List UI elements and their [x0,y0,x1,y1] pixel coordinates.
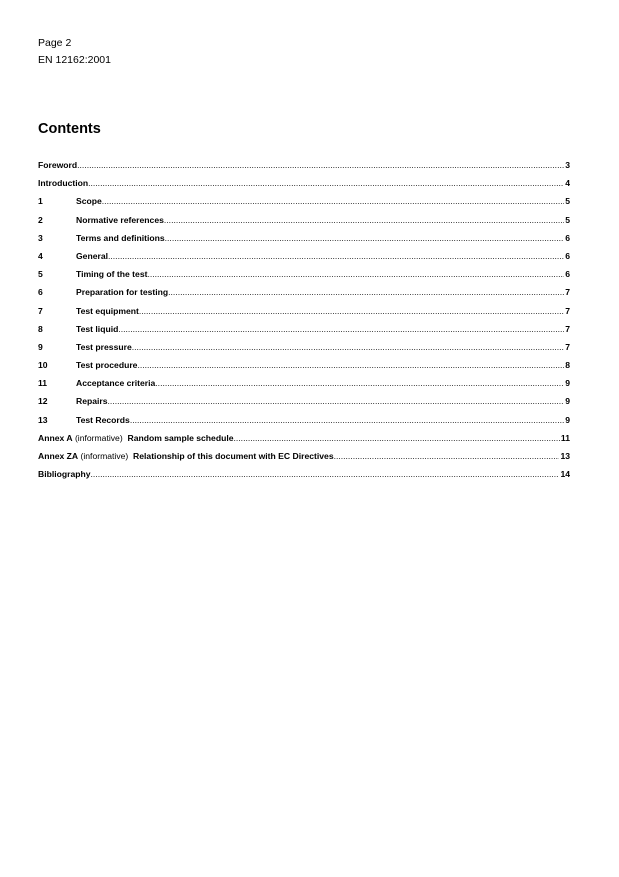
toc-entry-introduction[interactable] [38,178,570,196]
toc-entry-clause[interactable] [38,342,570,360]
toc-entry-page: 6 [565,232,570,243]
toc-entry-page: 13 [560,451,570,461]
toc-entry-label: Terms and definitions [76,232,165,243]
toc-leader-dots [88,178,564,188]
toc-clause-number: 1 [38,196,43,207]
toc-entry-label: Introduction [38,178,89,189]
toc-leader-dots [147,269,564,279]
toc-entry-page: 5 [565,214,570,225]
toc-entry-page: 8 [565,360,570,371]
toc-entry-clause[interactable] [38,396,570,414]
toc-clause-number: 13 [38,414,48,425]
toc-entry-clause[interactable] [38,287,570,305]
toc-leader-dots [102,196,564,206]
toc-entry-label: Test pressure [76,341,132,352]
toc-annex-note: (informative) [74,432,123,443]
toc-entry-page: 7 [565,323,570,334]
toc-leader-dots [234,433,560,443]
toc-entry-label: Test equipment [76,305,139,316]
toc-entry-label: Scope [76,196,102,207]
toc-leader-dots [334,451,560,461]
toc-clause-number: 10 [38,360,48,371]
toc-entry-label: Normative references [76,214,164,225]
document-id: EN 12162:2001 [38,54,111,66]
toc-leader-dots [168,287,564,297]
toc-leader-dots [108,396,565,406]
toc-entry-page: 11 [560,432,570,443]
toc-entry-clause[interactable] [38,415,570,433]
toc-entry-page: 14 [560,469,570,480]
toc-entry-page: 7 [565,341,570,352]
toc-entry-clause[interactable] [38,378,570,396]
toc-entry-label: Preparation for testing [76,287,169,298]
toc-entry-clause[interactable] [38,233,570,251]
toc-entry-page: 5 [565,196,570,207]
toc-entry-clause[interactable] [38,251,570,269]
toc-entry-clause[interactable] [38,324,570,342]
toc-clause-number: 11 [38,378,48,389]
toc-leader-dots [139,306,564,316]
toc-entry-foreword[interactable] [38,160,570,178]
toc-entry-page: 9 [565,414,570,425]
toc-entry-label: Relationship of this document with EC Directives [133,451,334,461]
toc-entry-clause[interactable] [38,306,570,324]
toc-entry-page: 9 [565,396,570,407]
toc-entry-label: Timing of the test [76,269,148,280]
toc-entry-label: Random sample schedule [127,432,234,443]
toc-entry-label: Repairs [76,396,108,407]
toc-leader-dots [164,215,564,225]
toc-entry-label: Test Records [76,414,130,425]
toc-leader-dots [132,342,564,352]
toc-entry-label: Bibliography [38,469,91,480]
toc-entry-bibliography[interactable] [38,469,570,487]
toc-entry-page: 6 [565,250,570,261]
toc-leader-dots [130,415,564,425]
toc-leader-dots [155,378,564,388]
toc-annex-prefix: Annex A [38,432,73,443]
toc-clause-number: 12 [38,396,48,407]
toc-entry-page: 7 [565,287,570,298]
toc-entry-label: Test procedure [76,360,138,371]
toc-entry-page: 6 [565,269,570,280]
page-title: Contents [38,121,101,137]
toc-clause-number: 3 [38,232,43,243]
toc-clause-number: 5 [38,269,43,280]
toc-annex-prefix: Annex ZA [38,451,79,461]
toc-entry-label: Foreword [38,160,78,170]
toc-entry-clause[interactable] [38,215,570,233]
toc-entry-clause[interactable] [38,360,570,378]
toc-entry-label: Test liquid [76,323,119,334]
toc-clause-number: 2 [38,214,43,225]
toc-clause-number: 8 [38,323,43,334]
toc-clause-number: 7 [38,305,43,316]
toc-entry-page: 4 [565,178,570,189]
toc-entry-label: General [76,250,109,261]
toc-entry-page: 7 [565,305,570,316]
toc-entry-page: 3 [565,160,570,170]
toc-entry-label: Acceptance criteria [76,378,156,389]
table-of-contents [38,160,570,487]
toc-leader-dots [91,469,560,479]
toc-entry-page: 9 [565,378,570,389]
toc-leader-dots [77,160,564,170]
page-header [38,35,111,69]
toc-clause-number: 9 [38,341,43,352]
toc-entry-annex-a[interactable] [38,433,570,451]
toc-entry-clause[interactable] [38,269,570,287]
toc-annex-note: (informative) [80,451,129,461]
toc-leader-dots [108,251,564,261]
toc-entry-clause[interactable] [38,196,570,214]
toc-leader-dots [165,233,565,243]
toc-leader-dots [118,324,564,334]
toc-entry-annex-za[interactable] [38,451,570,469]
toc-clause-number: 4 [38,250,43,261]
toc-clause-number: 6 [38,287,43,298]
toc-leader-dots [137,360,564,370]
page-number: Page 2 [38,37,72,49]
